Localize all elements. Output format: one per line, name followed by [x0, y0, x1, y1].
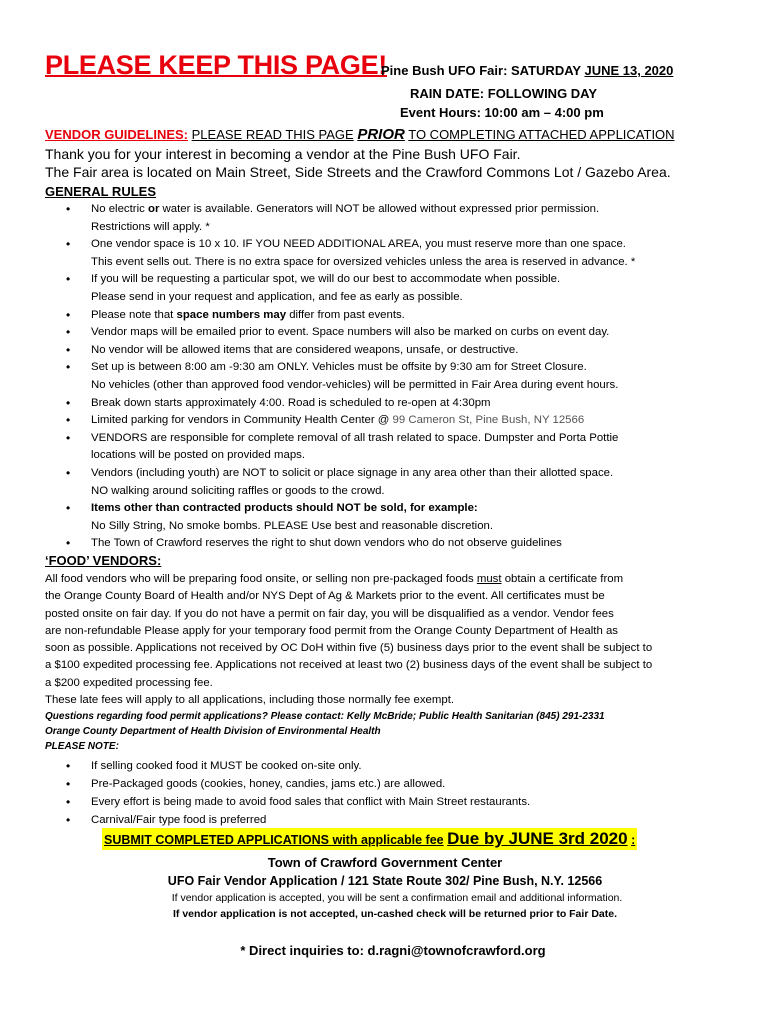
fair-date: JUNE 13, 2020 — [584, 63, 674, 78]
food-vendors-paragraph — [45, 571, 735, 709]
submit-due-date: Due by JUNE 3rd 2020 — [447, 829, 628, 848]
rule-text: One vendor space is 10 x 10. IF YOU NEED ADDITIONAL AREA, you must reserve more than one space. — [91, 238, 626, 251]
food-line: soon as possible. Applications not received by OC DoH within five (5) business days prior to the event shall be subject to — [45, 642, 653, 655]
rule-text: If you will be requesting a particular spot, we will do our best to accommodate when possible. — [91, 273, 561, 286]
rule-text: NO walking around soliciting raffles or goods to the crowd. — [91, 484, 385, 497]
intro-line-1: Thank you for your interest in becoming a vendor at the Pine Bush UFO Fair. — [45, 146, 521, 162]
intro-line-2: The Fair area is located on Main Street, Side Streets and the Crawford Commons Lot / Gazebo Area. — [45, 164, 671, 180]
list-item — [45, 535, 745, 553]
rule-text: Vendor maps will be emailed prior to event. Space numbers will also be marked on curbs on event day. — [91, 326, 610, 339]
parking-address: 99 Cameron St, Pine Bush, NY 12566 — [392, 414, 585, 427]
guidelines-prior: PRIOR — [357, 126, 405, 143]
accepted-note: If vendor application is accepted, you will be sent a confirmation email and additional information. — [171, 892, 623, 904]
please-note-label: PLEASE NOTE: — [45, 741, 119, 752]
rule-text: Please note that — [91, 308, 177, 321]
food-text: obtain a certificate from — [501, 573, 624, 585]
rule-text: Vendors (including youth) are NOT to solicit or place signage in any area other than their allotted space. — [91, 466, 614, 479]
rule-text: No Silly String, No smoke bombs. PLEASE Use best and reasonable discretion. — [91, 519, 494, 532]
fair-date-line — [381, 63, 673, 78]
list-item — [45, 271, 745, 306]
list-item — [45, 342, 745, 360]
vendor-guidelines-line — [45, 126, 675, 143]
food-text: All food vendors who will be preparing food onsite, or selling non pre-packaged foods — [45, 573, 477, 585]
rule-text: No vendor will be allowed items that are considered weapons, unsafe, or destructive. — [91, 343, 519, 356]
not-accepted-note: If vendor application is not accepted, un-cashed check will be returned prior to Fair Date. — [172, 908, 617, 920]
submit-text: SUBMIT COMPLETED APPLICATIONS with applicable fee — [104, 833, 444, 847]
list-item — [45, 359, 745, 394]
rule-text: No vehicles (other than approved food vendor-vehicles) will be permitted in Fair Area during event hours. — [91, 378, 619, 391]
rule-bold: space numbers may — [176, 308, 287, 321]
rule-bold: or — [147, 203, 160, 215]
food-line: are non-refundable Please apply for your temporary food permit from the Orange County Department of Health as — [45, 624, 618, 637]
food-must: must — [476, 573, 502, 585]
rule-text: Limited parking for vendors in Community Health Center @ — [91, 414, 393, 427]
general-rules-list — [45, 201, 745, 553]
rule-text: differ from past events. — [286, 308, 405, 321]
food-vendors-heading: ‘FOOD’ VENDORS: — [45, 553, 162, 568]
page-title: PLEASE KEEP THIS PAGE! — [45, 50, 387, 80]
list-item — [45, 465, 745, 500]
food-line: the Orange County Board of Health and/or NYS Dept of Ag & Markets prior to the event. All certificates must be — [45, 590, 605, 603]
mailing-address: UFO Fair Vendor Application / 121 State Route 302/ Pine Bush, N.Y. 12566 — [167, 874, 603, 888]
event-hours: Event Hours: 10:00 am – 4:00 pm — [400, 105, 604, 120]
rule-text: No electric — [91, 203, 148, 215]
list-item: • Every effort is being made to avoid food sales that conflict with Main Street restaurants. — [45, 793, 530, 811]
list-item — [45, 307, 745, 325]
list-item — [45, 395, 745, 413]
rule-text: locations will be posted on provided maps. — [91, 449, 306, 462]
health-department: Orange County Department of Health Division of Environmental Health — [45, 726, 381, 737]
rule-text: Set up is between 8:00 am -9:30 am ONLY. Vehicles must be offsite by 9:30 am for Street Closure. — [91, 361, 587, 374]
general-rules-heading: GENERAL RULES — [45, 184, 156, 199]
rule-text: Break down starts approximately 4:00. Road is scheduled to re-open at 4:30pm — [91, 396, 491, 409]
submit-banner — [102, 828, 637, 850]
food-line: posted onsite on fair day. If you do not have a permit on fair day, you will be disqualified as a vendor. Vendor fees — [45, 607, 614, 620]
food-notes-list — [45, 757, 530, 829]
rule-text: The Town of Crawford reserves the right to shut down vendors who do not observe guidelines — [91, 537, 562, 550]
rule-text: This event sells out. There is no extra space for oversized vehicles unless the area is reserved in advance. * — [91, 255, 636, 268]
rule-text: Please send in your request and application, and fee as early as possible. — [91, 290, 463, 303]
food-line: a $100 expedited processing fee. Applications not received at least two (2) business days of the event shall be subject to — [45, 659, 653, 672]
list-item — [45, 236, 745, 271]
guidelines-text-after: TO COMPLETING ATTACHED APPLICATION — [408, 127, 675, 142]
guidelines-text-before: PLEASE READ THIS PAGE — [191, 127, 354, 142]
list-item: • If selling cooked food it MUST be cooked on-site only. — [45, 757, 530, 775]
rule-text: VENDORS are responsible for complete removal of all trash related to space. Dumpster and Porta Pottie — [91, 431, 619, 444]
list-item: • Carnival/Fair type food is preferred — [45, 811, 530, 829]
food-permit-questions: Questions regarding food permit applications? Please contact: Kelly McBride; Public Health Sanitarian (845) 291-2331 — [45, 711, 605, 722]
rain-date: RAIN DATE: FOLLOWING DAY — [410, 86, 598, 101]
rule-bold: Items other than contracted products should NOT be sold, for example: — [91, 502, 478, 515]
food-line: a $200 expedited processing fee. — [45, 676, 213, 689]
fair-label: Pine Bush UFO Fair: SATURDAY — [381, 63, 581, 78]
list-item — [45, 412, 745, 430]
rule-text: water is available. Generators will NOT be allowed without expressed prior permission. — [159, 203, 600, 215]
vendor-guidelines-label: VENDOR GUIDELINES: — [45, 127, 189, 142]
rule-text: Restrictions will apply. * — [91, 220, 210, 233]
submit-colon: : — [631, 833, 636, 847]
list-item — [45, 324, 745, 342]
government-center: Town of Crawford Government Center — [267, 855, 503, 870]
food-line — [45, 571, 735, 588]
direct-inquiries: * Direct inquiries to: d.ragni@townofcrawford.org — [240, 943, 546, 958]
list-item — [45, 500, 745, 535]
list-item — [45, 201, 745, 236]
food-line: These late fees will apply to all applications, including those normally fee exempt. — [45, 694, 455, 707]
list-item: • Pre-Packaged goods (cookies, honey, candies, jams etc.) are allowed. — [45, 775, 530, 793]
list-item — [45, 430, 745, 465]
